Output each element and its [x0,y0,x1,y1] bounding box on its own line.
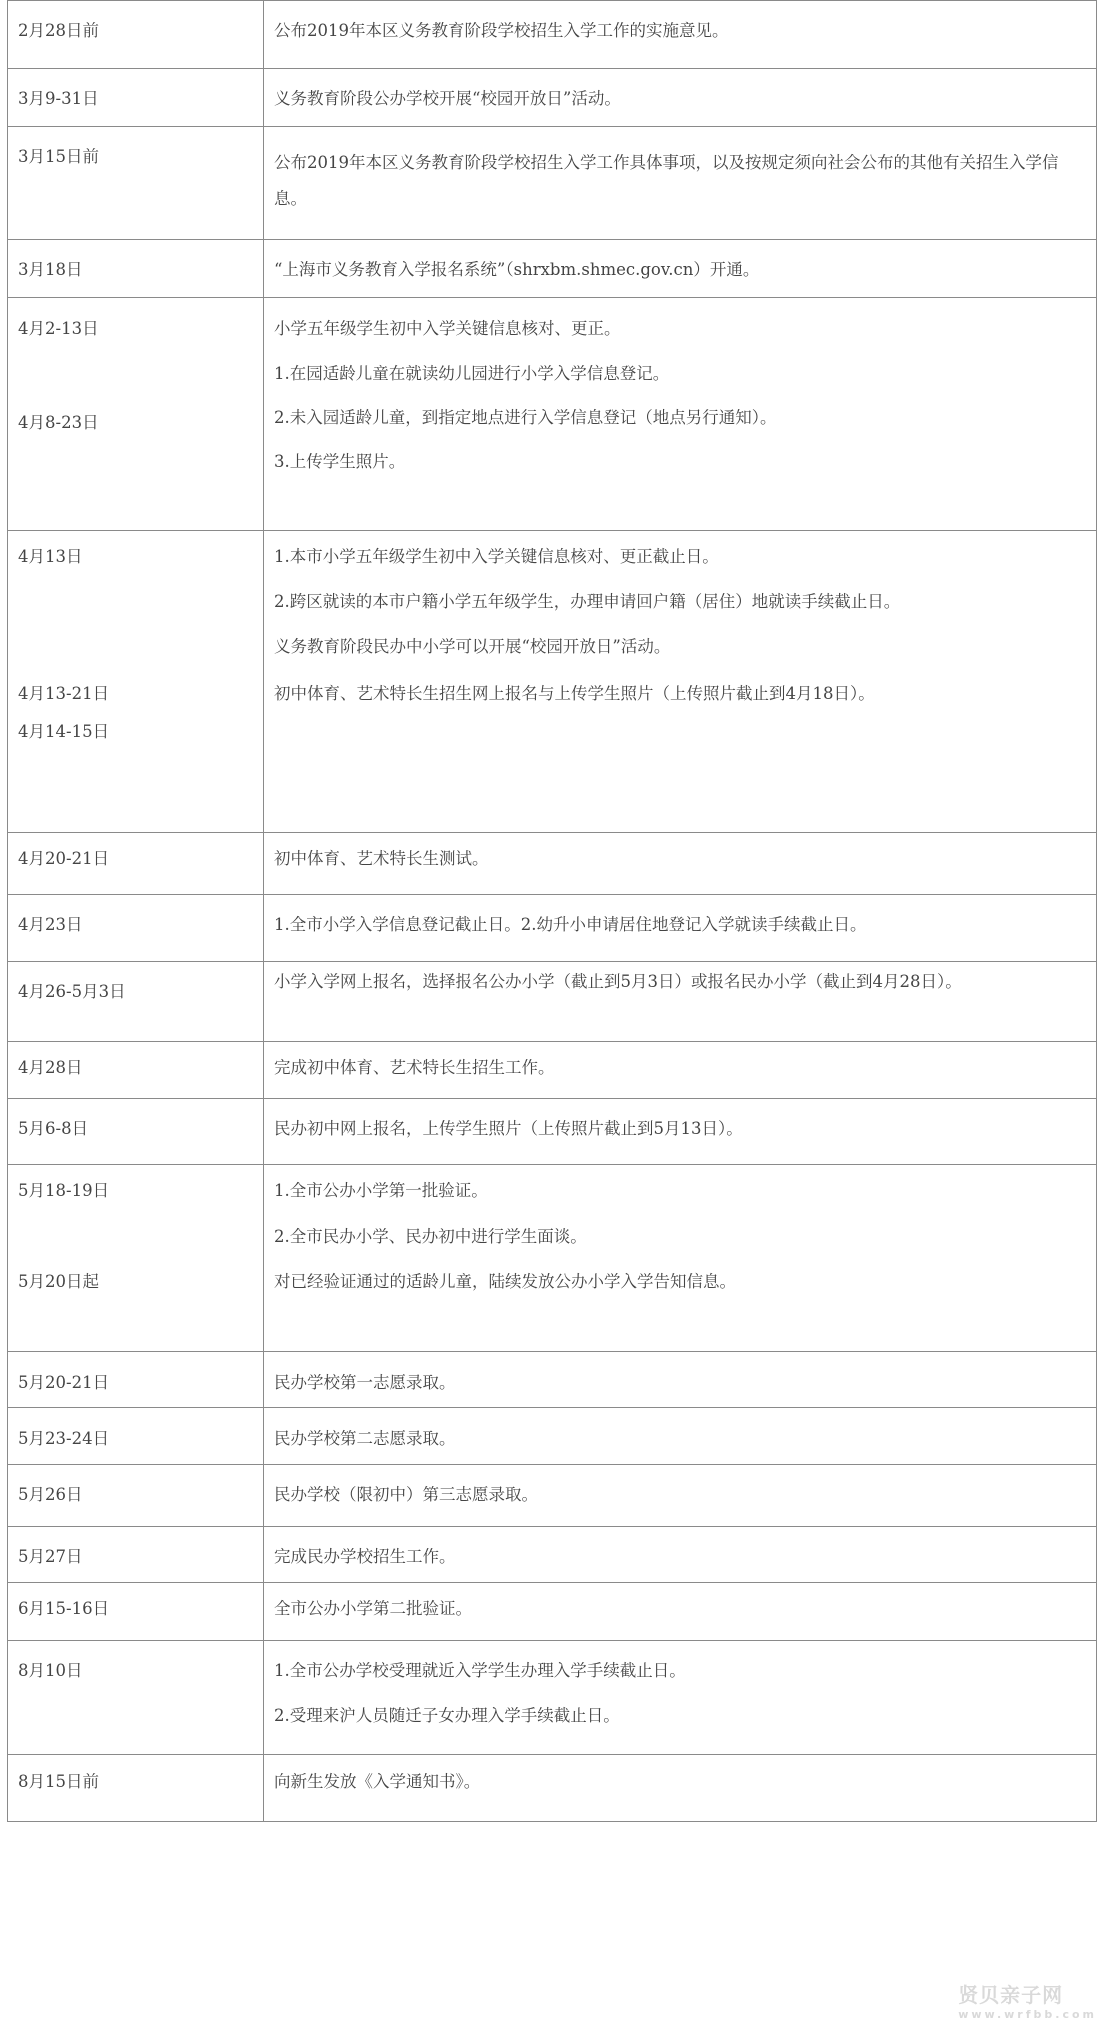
schedule-row [8,69,1097,127]
description-text: 小学五年级学生初中入学关键信息核对、更正。 [274,319,621,338]
schedule-row [8,1042,1097,1099]
description-text: 2.全市民办小学、民办初中进行学生面谈。 [274,1227,587,1246]
date-cell [8,69,264,127]
schedule-row [8,127,1097,240]
date-cell [8,1042,264,1099]
schedule-row [8,1408,1097,1465]
description-cell [264,1042,1097,1099]
schedule-row [8,895,1097,962]
description-text: 1.全市公办学校受理就近入学学生办理入学手续截止日。 [274,1661,686,1680]
description-cell [264,1527,1097,1583]
date-text: 5月27日 [18,1547,83,1566]
date-cell [8,1641,264,1755]
schedule-row [8,1352,1097,1408]
description-text: 2.受理来沪人员随迁子女办理入学手续截止日。 [274,1706,620,1725]
date-cell [8,1465,264,1527]
schedule-row [8,1099,1097,1165]
description-text: 民办学校（限初中）第三志愿录取。 [274,1485,538,1504]
enrollment-schedule-table [7,0,1097,1822]
description-text: 2.未入园适龄儿童，到指定地点进行入学信息登记（地点另行通知）。 [274,408,777,427]
watermark-main: 贤贝亲子网 [958,1983,1064,2007]
date-cell [8,1352,264,1408]
description-cell [264,240,1097,298]
description-cell [264,962,1097,1042]
description-text: 1.全市小学入学信息登记截止日。2.幼升小申请居住地登记入学就读手续截止日。 [274,915,867,934]
date-cell [8,895,264,962]
date-text: 6月15-16日 [18,1599,110,1618]
date-text: 4月2-13日 [18,319,99,338]
date-text: 5月26日 [18,1485,83,1504]
description-text: 3.上传学生照片。 [274,452,406,471]
description-cell [264,69,1097,127]
description-text: 1.全市公办小学第一批验证。 [274,1181,488,1200]
date-text: 5月18-19日 [18,1181,110,1200]
date-text: 5月6-8日 [18,1119,89,1138]
date-text: 3月15日前 [18,147,99,166]
date-cell [8,1408,264,1465]
description-cell [264,1465,1097,1527]
schedule-row [8,1755,1097,1822]
date-text: 4月26-5月3日 [18,982,126,1001]
description-text: 小学入学网上报名，选择报名公办小学（截止到5月3日）或报名民办小学（截止到4月28日）。 [274,972,962,991]
date-text: 4月23日 [18,915,83,934]
date-cell [8,1099,264,1165]
schedule-row [8,531,1097,833]
date-cell [8,962,264,1042]
date-text: 4月28日 [18,1058,83,1077]
description-cell [264,1408,1097,1465]
description-cell [264,1641,1097,1755]
schedule-row [8,833,1097,895]
description-cell [264,1,1097,69]
description-text: “上海市义务教育入学报名系统”（shrxbm.shmec.gov.cn）开通。 [274,260,760,279]
date-cell [8,1527,264,1583]
schedule-row [8,1527,1097,1583]
description-cell [264,298,1097,531]
schedule-row [8,298,1097,531]
description-text: 民办学校第一志愿录取。 [274,1373,456,1392]
description-text: 初中体育、艺术特长生招生网上报名与上传学生照片（上传照片截止到4月18日）。 [274,684,875,703]
description-text: 对已经验证通过的适龄儿童，陆续发放公办小学入学告知信息。 [274,1272,736,1291]
description-text: 向新生发放《入学通知书》。 [274,1772,481,1791]
description-cell [264,531,1097,833]
schedule-row [8,962,1097,1042]
date-cell [8,1583,264,1641]
description-cell [264,895,1097,962]
schedule-row [8,240,1097,298]
date-text: 4月13日 [18,547,83,566]
date-text: 8月10日 [18,1661,83,1680]
date-text: 5月20日起 [18,1272,99,1291]
date-cell [8,531,264,833]
description-text: 完成初中体育、艺术特长生招生工作。 [274,1058,555,1077]
description-text: 公布2019年本区义务教育阶段学校招生入学工作的实施意见。 [274,21,729,40]
date-text: 2月28日前 [18,21,99,40]
date-text: 4月14-15日 [18,722,110,741]
description-text: 1.在园适龄儿童在就读幼儿园进行小学入学信息登记。 [274,364,670,383]
description-text: 完成民办学校招生工作。 [274,1547,456,1566]
schedule-row [8,1165,1097,1352]
description-cell [264,127,1097,240]
schedule-row [8,1465,1097,1527]
date-cell [8,1165,264,1352]
date-cell [8,833,264,895]
description-text: 民办学校第二志愿录取。 [274,1429,456,1448]
date-text: 4月13-21日 [18,684,110,703]
date-cell [8,127,264,240]
description-text: 初中体育、艺术特长生测试。 [274,849,489,868]
description-cell [264,833,1097,895]
schedule-row [8,1,1097,69]
date-text: 5月23-24日 [18,1429,110,1448]
date-cell [8,298,264,531]
description-cell [264,1583,1097,1641]
date-text: 5月20-21日 [18,1373,110,1392]
date-cell [8,240,264,298]
description-text: 义务教育阶段公办学校开展“校园开放日”活动。 [274,89,621,108]
description-text: 1.本市小学五年级学生初中入学关键信息核对、更正截止日。 [274,547,719,566]
watermark-sub: www.wrfbb.com [958,2008,1097,2021]
date-text: 3月18日 [18,260,83,279]
date-text: 3月9-31日 [18,89,99,108]
watermark [958,1979,1097,2021]
description-cell [264,1352,1097,1408]
schedule-row [8,1641,1097,1755]
description-cell [264,1755,1097,1822]
schedule-row [8,1583,1097,1641]
description-cell [264,1099,1097,1165]
date-text: 8月15日前 [18,1772,99,1791]
date-text: 4月20-21日 [18,849,110,868]
description-text: 2.跨区就读的本市户籍小学五年级学生，办理申请回户籍（居住）地就读手续截止日。 [274,592,901,611]
description-text: 民办初中网上报名，上传学生照片（上传照片截止到5月13日）。 [274,1119,743,1138]
date-cell [8,1755,264,1822]
description-cell [264,1165,1097,1352]
description-text: 公布2019年本区义务教育阶段学校招生入学工作具体事项，以及按规定须向社会公布的其他有关招生入学信息。 [274,153,1059,208]
description-text: 全市公办小学第二批验证。 [274,1599,472,1618]
date-cell [8,1,264,69]
date-text: 4月8-23日 [18,413,99,432]
description-text: 义务教育阶段民办中小学可以开展“校园开放日”活动。 [274,637,671,656]
